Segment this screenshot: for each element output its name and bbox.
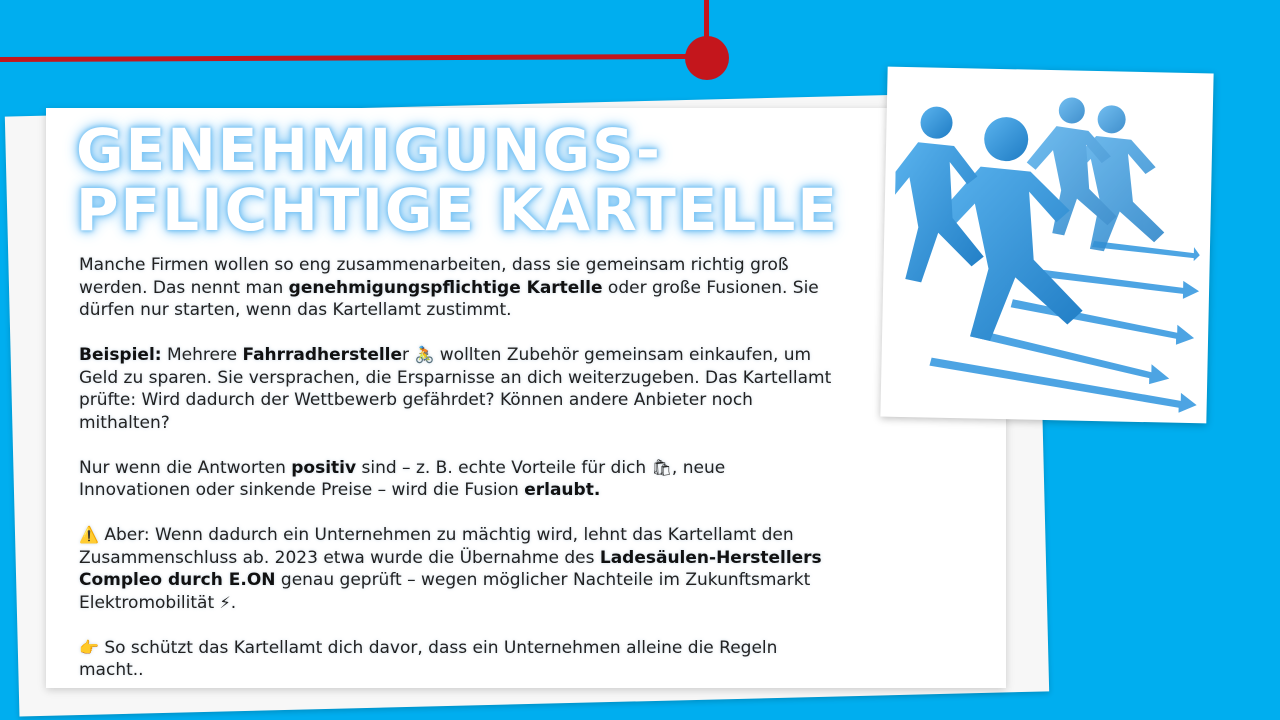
text-segment: genau geprüft – wegen möglicher Nachteile im Zukunftsmarkt Elektromobilität — [79, 570, 811, 613]
page-title — [76, 116, 876, 244]
title-line-1: GENEHMIGUNGS- — [76, 116, 662, 184]
paragraph-positive — [79, 457, 839, 502]
text-segment: r — [402, 345, 415, 365]
bold-term: erlaubt. — [524, 480, 601, 500]
paragraph-example — [79, 344, 839, 434]
warning-icon: ⚠️ — [79, 525, 99, 544]
bold-term: Ladesäulen-Herstellers Compleo durch E.ON — [79, 547, 822, 590]
pointing-hand-icon: 👉 — [79, 637, 99, 657]
paragraph-warning — [79, 524, 839, 614]
text-segment: , neue Innovationen oder sinkende Preise – wird die Fusion — [79, 457, 726, 500]
bold-term: positiv — [291, 457, 357, 478]
cyclist-icon: 🚴 — [414, 345, 435, 364]
bold-term: Fahrradherstelle — [242, 345, 403, 365]
body-text — [79, 254, 839, 704]
bold-term: Beispiel: — [79, 345, 162, 365]
text-segment: . — [230, 592, 237, 613]
bold-term: genehmigungspflichtige Kartelle — [288, 277, 603, 298]
red-string-line — [0, 54, 708, 62]
text-segment: Manche Firmen wollen so eng zusammenarbeiten, dass sie gemeinsam richtig groß werden. Das nennt man — [79, 255, 789, 298]
text-segment: Mehrere — [161, 345, 243, 365]
lightning-icon: ⚡ — [219, 592, 231, 612]
title-line-2: PFLICHTIGE KARTELLE — [76, 176, 839, 244]
text-segment: sind – z. B. echte Vorteile für dich — [356, 457, 652, 478]
text-segment: oder große Fusionen. Sie dürfen nur starten, wenn das Kartellamt zustimmt. — [79, 277, 819, 320]
text-segment: wollten Zubehör gemeinsam einkaufen, um Geld zu sparen. Sie versprachen, die Ersparnisse an dich weiterzugeben. Das Kartellamt prüfte: Wird dadurch der Wettbewerb gefährdet? Können andere Anbieter noch mithalten? — [79, 345, 832, 433]
paragraph-intro — [79, 254, 839, 322]
text-segment: Aber: Wenn dadurch ein Unternehmen zu mächtig wird, lehnt das Kartellamt den Zusammenschluss ab. 2023 etwa wurde die Übernahme des — [79, 525, 794, 568]
running-figures-illustration-icon — [891, 77, 1204, 413]
text-segment: So schützt das Kartellamt dich davor, dass ein Unternehmen alleine die Regeln macht.. — [79, 637, 778, 680]
shopping-bag-icon: 🛍 — [651, 457, 672, 477]
paragraph-conclusion — [79, 637, 839, 682]
text-segment: Nur wenn die Antworten — [79, 457, 292, 478]
running-figures-photo — [880, 67, 1213, 424]
pin-icon — [685, 36, 729, 80]
